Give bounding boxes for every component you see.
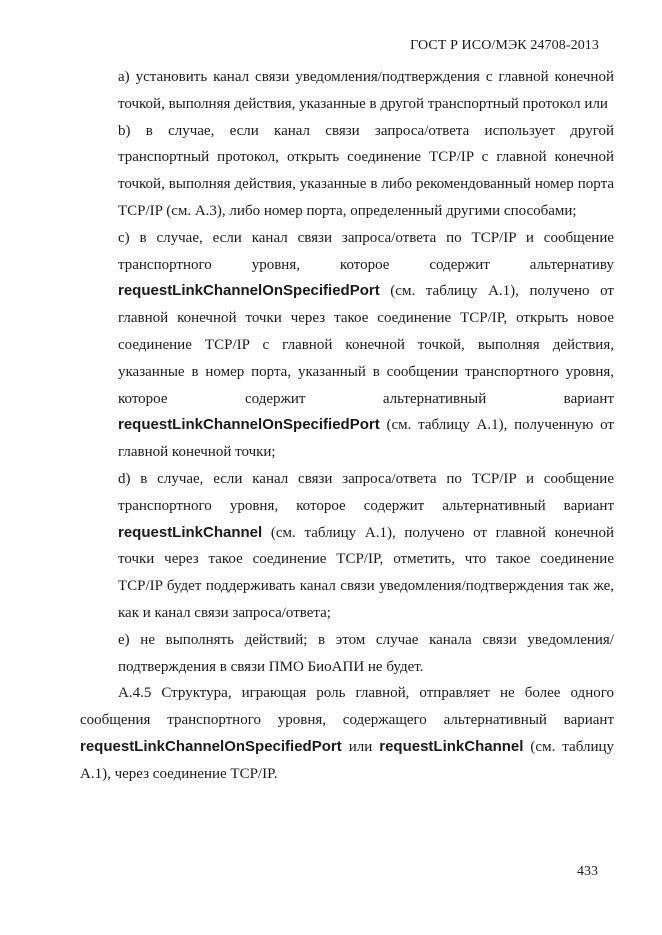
list-item-c-text: (см. таблицу А.1), получено от главной конечной точки через такое соединение TCP/IP, открыть новое соединение TCP/IP с главной конечной точкой, выполняя действия, указанные в номер порта, указанный в сообщении транспортного уровня, которое содержит альтернативный вариант [118,283,614,407]
clause-text: А.4.5 Структура, играющая роль главной, отправляет не более одного сообщения транспортного уровня, содержащего альтернативный вариант [80,685,614,729]
list-item-c [80,225,614,466]
list-item-b: b) в случае, если канал связи запроса/ответа использует другой транспортный протокол, открыть соединение TCP/IP с главной конечной точкой, выполняя действия, указанные в либо рекомендованный номер порта TCP/IP (см. А.3), либо номер порта, определенный другими способами; [118,122,614,219]
code-term: requestLinkChannelOnSpecifiedPort [118,282,380,300]
list-item-a: а) установить канал связи уведомления/подтверждения с главной конечной точкой, выполняя действия, указанные в другой транспортный протокол или [118,69,614,112]
list-item-d [80,466,614,627]
page-body [80,64,614,788]
clause-text: или [341,738,380,755]
code-term: requestLinkChannelOnSpecifiedPort [80,737,342,755]
code-term: requestLinkChannel [118,523,263,541]
list-item-d-text: d) в случае, если канал связи запроса/ответа по TCP/IP и сообщение транспортного уровня, которое содержит альтернативный вариант [118,470,614,514]
document-header: ГОСТ Р ИСО/МЭК 24708-2013 [410,38,599,53]
code-term: requestLinkChannel [379,737,524,755]
list-item-c-text: с) в случае, если канал связи запроса/ответа по TCP/IP и сообщение транспортного уровня, которое содержит альтернативу [118,229,614,273]
list-item-d-text: (см. таблицу А.1), получено от главной конечной точки через такое соединение TCP/IP, отметить, что такое соединение TCP/IP будет поддерживать канал связи уведомления/подтверждения так же, как и канал связи запроса/ответа; [118,524,614,621]
code-term: requestLinkChannelOnSpecifiedPort [118,416,380,434]
clause-text: (см. таблицу А.1), через соединение TCP/IP. [80,738,614,782]
page-number: 433 [577,864,598,879]
list-item-e: е) не выполнять действий; в этом случае канала связи уведомления/подтверждения в связи ПМО БиоАПИ не будет. [118,631,614,675]
clause-a-4-5 [80,680,614,787]
list-item-c-text: (см. таблицу А.1), полученную от главной конечной точки; [118,417,614,461]
